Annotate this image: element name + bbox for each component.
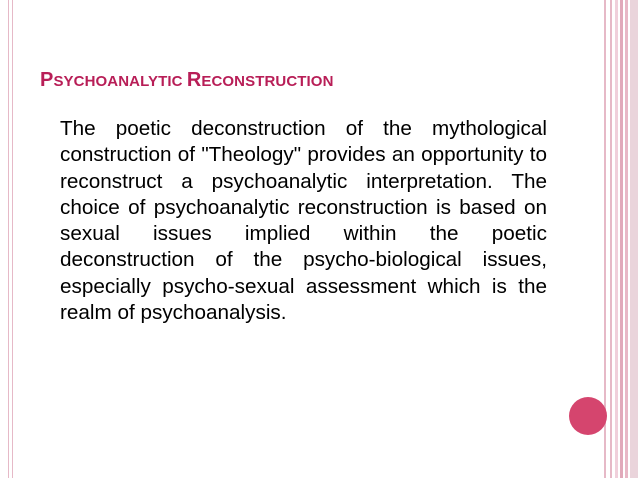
title-word: SYCHOANALYTIC [53,73,183,90]
right-border-stripe [615,0,618,478]
title-initial: P [40,69,54,91]
right-border-stripe [610,0,612,478]
title-word: ECONSTRUCTION [201,73,334,90]
slide-body-text: The poetic deconstruction of the mythological construction of "Theology" provides an opportunity to reconstruct a psychoanalytic interpretation. The choice of psychoanalytic reconstruction is based on sexual issues implied within the poetic deconstruction of the psycho-biological issues, especially psycho-sexual assessment which is the realm of psychoanalysis. [60,117,547,325]
title-initial: R [186,69,202,91]
slide-title [40,68,334,94]
right-border-stripe [625,0,628,478]
left-border-line [8,0,9,478]
left-border-line [12,0,13,478]
right-border-stripe [630,0,638,478]
right-border-stripe [620,0,623,478]
decorative-circle [569,397,607,435]
